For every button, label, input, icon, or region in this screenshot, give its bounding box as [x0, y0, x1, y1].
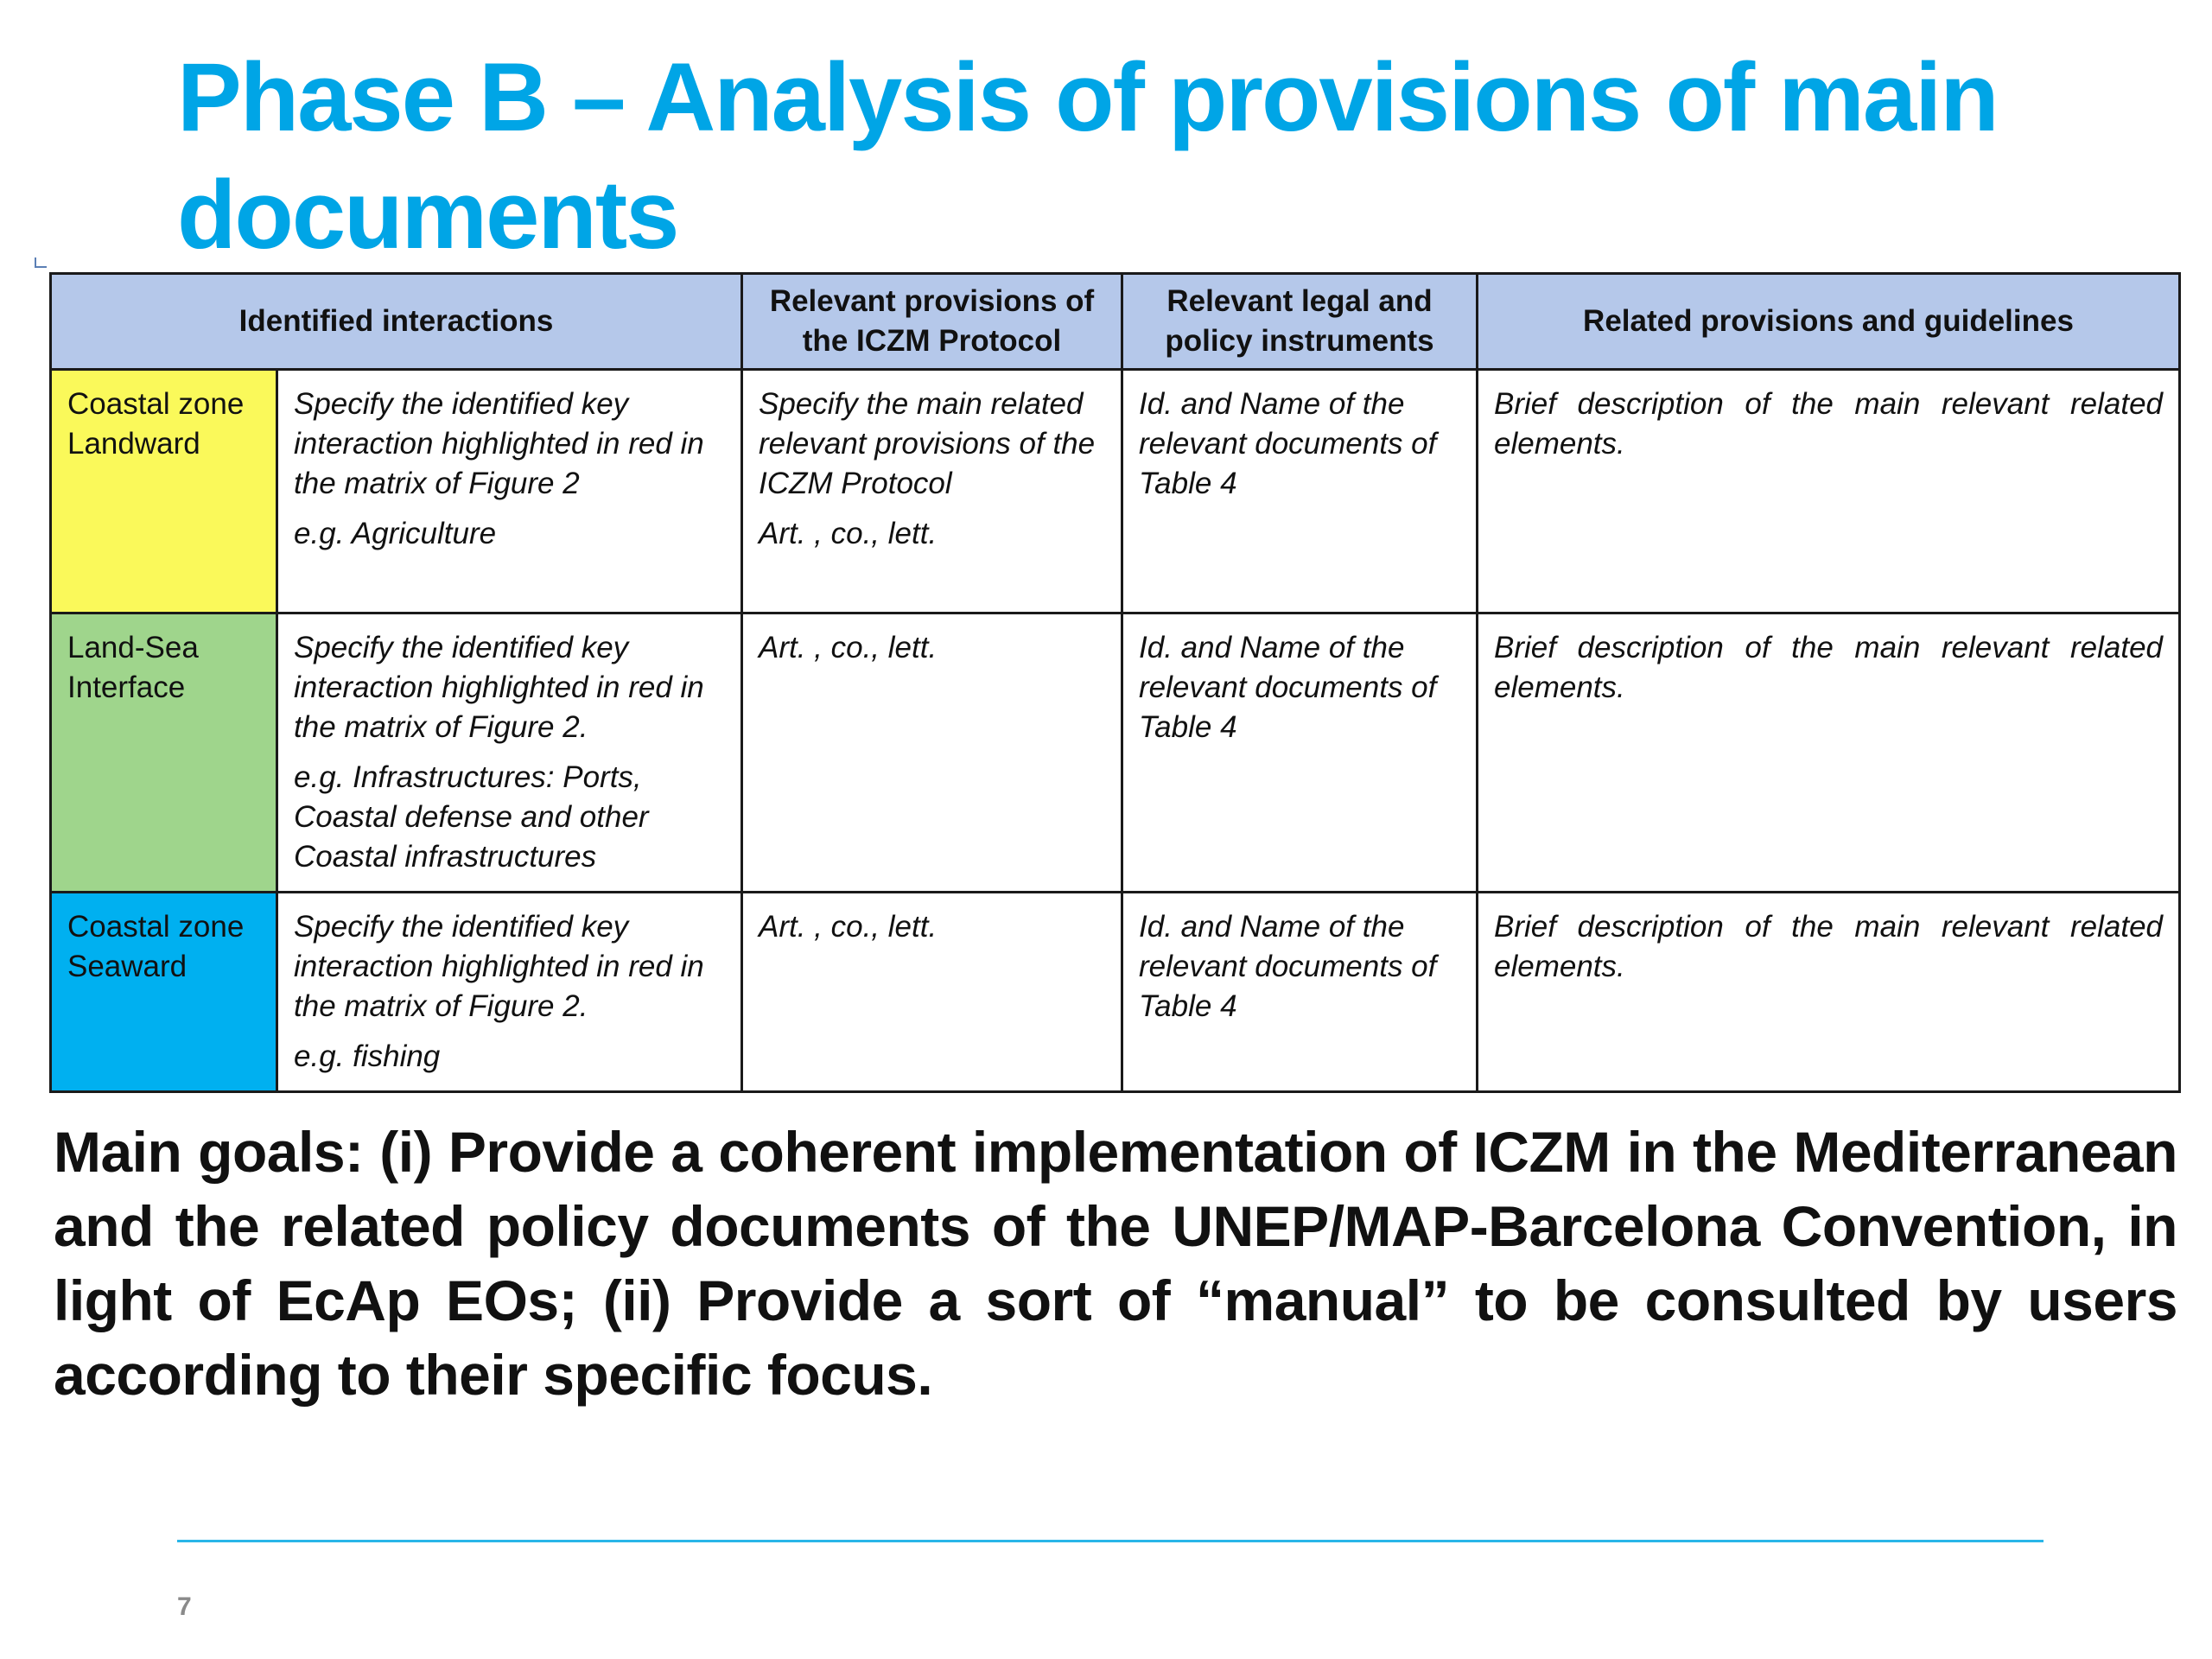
- guidelines-text-end: elements.: [1494, 950, 1625, 983]
- iczm-reference: Art. , co., lett.: [759, 517, 938, 550]
- guidelines-text: Brief description of the main relevant related: [1494, 631, 2163, 664]
- header-identified-interactions: Identified interactions: [51, 274, 742, 370]
- legal-cell: Id. and Name of the relevant documents of Table 4: [1122, 370, 1478, 613]
- table-row: [51, 613, 2180, 893]
- iczm-cell: [742, 613, 1122, 893]
- interaction-cell: [277, 613, 742, 893]
- guidelines-cell: [1478, 613, 2180, 893]
- interaction-example: e.g. fishing: [294, 1039, 441, 1073]
- interaction-text: Specify the identified key interaction highlighted in red in the matrix of Figure 2.: [294, 910, 704, 1023]
- title-line-2: documents: [177, 161, 678, 269]
- main-goals-paragraph: Main goals: (i) Provide a coherent implementation of ICZM in the Mediterranean and the related policy documents of the UNEP/MAP-Barcelona Convention, in light of EcAp EOs; (ii) Provide a sort of “manual” to be consulted by users according to their specific focus.: [54, 1120, 2177, 1407]
- page-number: 7: [177, 1592, 192, 1621]
- header-related-guidelines: Related provisions and guidelines: [1478, 274, 2180, 370]
- interaction-cell: [277, 893, 742, 1092]
- iczm-cell: [742, 893, 1122, 1092]
- guidelines-text: Brief description of the main relevant related: [1494, 910, 2163, 944]
- header-legal-instruments: Relevant legal and policy instruments: [1122, 274, 1478, 370]
- iczm-reference: Art. , co., lett.: [759, 631, 938, 664]
- legal-cell: Id. and Name of the relevant documents of Table 4: [1122, 613, 1478, 893]
- guidelines-text-end: elements.: [1494, 427, 1625, 461]
- interaction-example: e.g. Infrastructures: Ports, Coastal defense and other Coastal infrastructures: [294, 760, 649, 874]
- interaction-text: Specify the identified key interaction highlighted in red in the matrix of Figure 2: [294, 387, 704, 500]
- guidelines-cell: [1478, 370, 2180, 613]
- header-iczm-provisions: Relevant provisions of the ICZM Protocol: [742, 274, 1122, 370]
- table-header-row: [51, 274, 2180, 370]
- footer-divider: [177, 1540, 2044, 1542]
- guidelines-text-end: elements.: [1494, 671, 1625, 704]
- legal-cell: Id. and Name of the relevant documents of Table 4: [1122, 893, 1478, 1092]
- interaction-text: Specify the identified key interaction highlighted in red in the matrix of Figure 2.: [294, 631, 704, 744]
- table-row: [51, 370, 2180, 613]
- iczm-reference: Art. , co., lett.: [759, 910, 938, 944]
- zone-cell-interface: Land-Sea Interface: [51, 613, 277, 893]
- slide-title: [177, 39, 2121, 274]
- interaction-example: e.g. Agriculture: [294, 517, 497, 550]
- interaction-cell: [277, 370, 742, 613]
- iczm-text: Specify the main related relevant provisions of the ICZM Protocol: [759, 387, 1096, 500]
- provisions-table: [49, 272, 2181, 1093]
- title-line-1: Phase B – Analysis of provisions of main: [177, 43, 1998, 151]
- zone-cell-seaward: Coastal zone Seaward: [51, 893, 277, 1092]
- iczm-cell: [742, 370, 1122, 613]
- table-row: [51, 893, 2180, 1092]
- anchor-marker-icon: [35, 257, 47, 268]
- guidelines-cell: [1478, 893, 2180, 1092]
- guidelines-text: Brief description of the main relevant related: [1494, 387, 2163, 421]
- zone-cell-landward: Coastal zone Landward: [51, 370, 277, 613]
